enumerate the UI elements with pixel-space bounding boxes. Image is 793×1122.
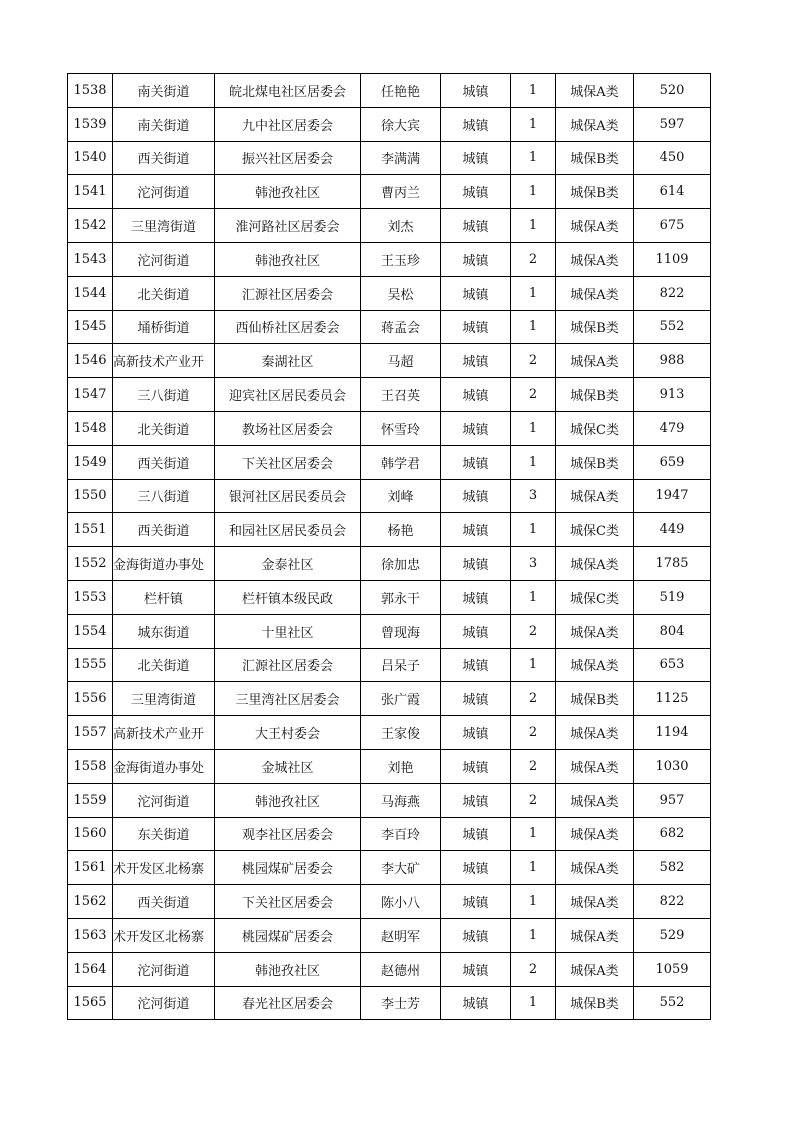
person-name: 李满满 <box>361 141 441 175</box>
area-type: 城镇 <box>441 411 511 445</box>
household-count: 1 <box>511 851 556 885</box>
table-row <box>68 445 711 479</box>
table-row <box>68 310 711 344</box>
household-count: 1 <box>511 175 556 209</box>
amount: 1030 <box>634 749 711 783</box>
area-type: 城镇 <box>441 614 511 648</box>
row-number: 1564 <box>68 952 113 986</box>
person-name: 王家俊 <box>361 716 441 750</box>
area-type: 城镇 <box>441 175 511 209</box>
table-row <box>68 580 711 614</box>
street-name: 金海街道办事处 <box>113 547 215 581</box>
person-name: 刘峰 <box>361 479 441 513</box>
household-count: 2 <box>511 242 556 276</box>
insurance-category: 城保A类 <box>556 74 634 108</box>
insurance-category: 城保A类 <box>556 716 634 750</box>
insurance-category: 城保B类 <box>556 175 634 209</box>
table-row <box>68 141 711 175</box>
area-type: 城镇 <box>441 783 511 817</box>
table-row <box>68 378 711 412</box>
street-name: 南关街道 <box>113 107 215 141</box>
person-name: 曹丙兰 <box>361 175 441 209</box>
row-number: 1560 <box>68 817 113 851</box>
table-row <box>68 175 711 209</box>
area-type: 城镇 <box>441 74 511 108</box>
person-name: 陈小八 <box>361 885 441 919</box>
insurance-category: 城保B类 <box>556 682 634 716</box>
community-name: 韩池孜社区 <box>215 952 361 986</box>
table-row <box>68 783 711 817</box>
insurance-category: 城保C类 <box>556 580 634 614</box>
insurance-category: 城保A类 <box>556 614 634 648</box>
amount: 552 <box>634 310 711 344</box>
row-number: 1541 <box>68 175 113 209</box>
street-name: 北关街道 <box>113 648 215 682</box>
person-name: 杨艳 <box>361 513 441 547</box>
street-name: 东关街道 <box>113 817 215 851</box>
household-count: 1 <box>511 209 556 243</box>
insurance-category: 城保A类 <box>556 547 634 581</box>
insurance-category: 城保A类 <box>556 648 634 682</box>
insurance-category: 城保A类 <box>556 885 634 919</box>
person-name: 赵德州 <box>361 952 441 986</box>
person-name: 李士芳 <box>361 986 441 1020</box>
person-name: 任艳艳 <box>361 74 441 108</box>
person-name: 刘艳 <box>361 749 441 783</box>
row-number: 1542 <box>68 209 113 243</box>
community-name: 大王村委会 <box>215 716 361 750</box>
table-row <box>68 242 711 276</box>
street-name: 沱河街道 <box>113 952 215 986</box>
row-number: 1548 <box>68 411 113 445</box>
row-number: 1552 <box>68 547 113 581</box>
household-count: 1 <box>511 513 556 547</box>
row-number: 1543 <box>68 242 113 276</box>
insurance-category: 城保B类 <box>556 986 634 1020</box>
community-name: 振兴社区居委会 <box>215 141 361 175</box>
table-row <box>68 682 711 716</box>
table-row <box>68 74 711 108</box>
community-name: 九中社区居委会 <box>215 107 361 141</box>
table-row <box>68 851 711 885</box>
amount: 822 <box>634 276 711 310</box>
community-name: 三里湾社区居委会 <box>215 682 361 716</box>
community-name: 迎宾社区居民委员会 <box>215 378 361 412</box>
insurance-category: 城保A类 <box>556 918 634 952</box>
insurance-category: 城保A类 <box>556 209 634 243</box>
amount: 552 <box>634 986 711 1020</box>
amount: 675 <box>634 209 711 243</box>
street-name: 西关街道 <box>113 141 215 175</box>
community-name: 汇源社区居委会 <box>215 276 361 310</box>
street-name: 术开发区北杨寨 <box>113 851 215 885</box>
area-type: 城镇 <box>441 242 511 276</box>
insurance-category: 城保C类 <box>556 411 634 445</box>
area-type: 城镇 <box>441 580 511 614</box>
street-name: 三八街道 <box>113 479 215 513</box>
table-row <box>68 513 711 547</box>
community-name: 淮河路社区居委会 <box>215 209 361 243</box>
person-name: 赵明军 <box>361 918 441 952</box>
amount: 682 <box>634 817 711 851</box>
community-name: 春光社区居委会 <box>215 986 361 1020</box>
insurance-category: 城保A类 <box>556 479 634 513</box>
street-name: 北关街道 <box>113 276 215 310</box>
community-name: 下关社区居委会 <box>215 885 361 919</box>
table-row <box>68 817 711 851</box>
person-name: 王召英 <box>361 378 441 412</box>
area-type: 城镇 <box>441 851 511 885</box>
row-number: 1563 <box>68 918 113 952</box>
street-name: 城东街道 <box>113 614 215 648</box>
table-row <box>68 918 711 952</box>
area-type: 城镇 <box>441 479 511 513</box>
person-name: 徐加忠 <box>361 547 441 581</box>
table-row <box>68 479 711 513</box>
community-name: 西仙桥社区居委会 <box>215 310 361 344</box>
person-name: 徐大宾 <box>361 107 441 141</box>
area-type: 城镇 <box>441 344 511 378</box>
amount: 1125 <box>634 682 711 716</box>
household-count: 2 <box>511 614 556 648</box>
area-type: 城镇 <box>441 648 511 682</box>
amount: 988 <box>634 344 711 378</box>
amount: 597 <box>634 107 711 141</box>
community-name: 和园社区居民委员会 <box>215 513 361 547</box>
insurance-category: 城保A类 <box>556 952 634 986</box>
street-name: 栏杆镇 <box>113 580 215 614</box>
community-name: 韩池孜社区 <box>215 783 361 817</box>
row-number: 1544 <box>68 276 113 310</box>
area-type: 城镇 <box>441 310 511 344</box>
amount: 659 <box>634 445 711 479</box>
street-name: 三八街道 <box>113 378 215 412</box>
insurance-category: 城保A类 <box>556 242 634 276</box>
household-count: 3 <box>511 547 556 581</box>
street-name: 沱河街道 <box>113 986 215 1020</box>
household-count: 1 <box>511 276 556 310</box>
area-type: 城镇 <box>441 682 511 716</box>
insurance-category: 城保B类 <box>556 445 634 479</box>
household-count: 1 <box>511 74 556 108</box>
amount: 913 <box>634 378 711 412</box>
person-name: 怀雪玲 <box>361 411 441 445</box>
insurance-category: 城保A类 <box>556 817 634 851</box>
table-row <box>68 276 711 310</box>
insurance-category: 城保B类 <box>556 310 634 344</box>
community-name: 观李社区居委会 <box>215 817 361 851</box>
household-count: 2 <box>511 344 556 378</box>
table-row <box>68 648 711 682</box>
amount: 957 <box>634 783 711 817</box>
street-name: 沱河街道 <box>113 783 215 817</box>
street-name: 术开发区北杨寨 <box>113 918 215 952</box>
area-type: 城镇 <box>441 986 511 1020</box>
table-row <box>68 107 711 141</box>
insurance-category: 城保A类 <box>556 749 634 783</box>
amount: 519 <box>634 580 711 614</box>
amount: 1947 <box>634 479 711 513</box>
amount: 450 <box>634 141 711 175</box>
person-name: 李百玲 <box>361 817 441 851</box>
row-number: 1562 <box>68 885 113 919</box>
row-number: 1553 <box>68 580 113 614</box>
community-name: 栏杆镇本级民政 <box>215 580 361 614</box>
person-name: 张广霞 <box>361 682 441 716</box>
table-row <box>68 209 711 243</box>
table-body <box>68 74 711 1020</box>
insurance-category: 城保B类 <box>556 378 634 412</box>
person-name: 李大矿 <box>361 851 441 885</box>
street-name: 沱河街道 <box>113 175 215 209</box>
area-type: 城镇 <box>441 749 511 783</box>
row-number: 1559 <box>68 783 113 817</box>
person-name: 韩学君 <box>361 445 441 479</box>
amount: 529 <box>634 918 711 952</box>
table-row <box>68 986 711 1020</box>
person-name: 曾现海 <box>361 614 441 648</box>
amount: 479 <box>634 411 711 445</box>
community-name: 韩池孜社区 <box>215 175 361 209</box>
street-name: 金海街道办事处 <box>113 749 215 783</box>
household-count: 1 <box>511 885 556 919</box>
street-name: 沱河街道 <box>113 242 215 276</box>
area-type: 城镇 <box>441 918 511 952</box>
household-count: 1 <box>511 817 556 851</box>
area-type: 城镇 <box>441 276 511 310</box>
table-row <box>68 749 711 783</box>
person-name: 马超 <box>361 344 441 378</box>
person-name: 马海燕 <box>361 783 441 817</box>
row-number: 1550 <box>68 479 113 513</box>
table-row <box>68 885 711 919</box>
amount: 653 <box>634 648 711 682</box>
area-type: 城镇 <box>441 952 511 986</box>
row-number: 1556 <box>68 682 113 716</box>
person-name: 蒋孟会 <box>361 310 441 344</box>
area-type: 城镇 <box>441 445 511 479</box>
insurance-category: 城保A类 <box>556 107 634 141</box>
street-name: 三里湾街道 <box>113 682 215 716</box>
household-count: 1 <box>511 918 556 952</box>
row-number: 1558 <box>68 749 113 783</box>
insurance-category: 城保A类 <box>556 344 634 378</box>
community-name: 汇源社区居委会 <box>215 648 361 682</box>
household-count: 1 <box>511 445 556 479</box>
area-type: 城镇 <box>441 817 511 851</box>
amount: 449 <box>634 513 711 547</box>
row-number: 1551 <box>68 513 113 547</box>
area-type: 城镇 <box>441 141 511 175</box>
community-name: 金城社区 <box>215 749 361 783</box>
amount: 614 <box>634 175 711 209</box>
amount: 1109 <box>634 242 711 276</box>
household-count: 1 <box>511 411 556 445</box>
area-type: 城镇 <box>441 885 511 919</box>
row-number: 1561 <box>68 851 113 885</box>
table-row <box>68 614 711 648</box>
data-table <box>67 73 711 1020</box>
area-type: 城镇 <box>441 513 511 547</box>
street-name: 北关街道 <box>113 411 215 445</box>
household-count: 1 <box>511 580 556 614</box>
community-name: 桃园煤矿居委会 <box>215 851 361 885</box>
household-count: 2 <box>511 749 556 783</box>
household-count: 1 <box>511 141 556 175</box>
street-name: 西关街道 <box>113 513 215 547</box>
household-count: 2 <box>511 783 556 817</box>
community-name: 韩池孜社区 <box>215 242 361 276</box>
household-count: 1 <box>511 648 556 682</box>
community-name: 秦湖社区 <box>215 344 361 378</box>
community-name: 皖北煤电社区居委会 <box>215 74 361 108</box>
street-name: 三里湾街道 <box>113 209 215 243</box>
street-name: 高新技术产业开 <box>113 716 215 750</box>
table-row <box>68 344 711 378</box>
row-number: 1565 <box>68 986 113 1020</box>
row-number: 1549 <box>68 445 113 479</box>
community-name: 金泰社区 <box>215 547 361 581</box>
community-name: 银河社区居民委员会 <box>215 479 361 513</box>
person-name: 王玉珍 <box>361 242 441 276</box>
household-count: 1 <box>511 986 556 1020</box>
insurance-category: 城保C类 <box>556 513 634 547</box>
street-name: 埇桥街道 <box>113 310 215 344</box>
person-name: 吴松 <box>361 276 441 310</box>
household-count: 1 <box>511 310 556 344</box>
amount: 804 <box>634 614 711 648</box>
street-name: 西关街道 <box>113 885 215 919</box>
amount: 1194 <box>634 716 711 750</box>
household-count: 2 <box>511 716 556 750</box>
table-row <box>68 952 711 986</box>
person-name: 郭永干 <box>361 580 441 614</box>
row-number: 1555 <box>68 648 113 682</box>
street-name: 西关街道 <box>113 445 215 479</box>
table-row <box>68 411 711 445</box>
amount: 1059 <box>634 952 711 986</box>
row-number: 1545 <box>68 310 113 344</box>
area-type: 城镇 <box>441 716 511 750</box>
community-name: 教场社区居委会 <box>215 411 361 445</box>
amount: 520 <box>634 74 711 108</box>
street-name: 高新技术产业开 <box>113 344 215 378</box>
insurance-category: 城保A类 <box>556 851 634 885</box>
household-count: 3 <box>511 479 556 513</box>
amount: 822 <box>634 885 711 919</box>
row-number: 1546 <box>68 344 113 378</box>
person-name: 吕呆子 <box>361 648 441 682</box>
community-name: 桃园煤矿居委会 <box>215 918 361 952</box>
street-name: 南关街道 <box>113 74 215 108</box>
row-number: 1547 <box>68 378 113 412</box>
area-type: 城镇 <box>441 209 511 243</box>
insurance-category: 城保B类 <box>556 141 634 175</box>
household-count: 1 <box>511 107 556 141</box>
area-type: 城镇 <box>441 547 511 581</box>
household-count: 2 <box>511 378 556 412</box>
row-number: 1539 <box>68 107 113 141</box>
row-number: 1538 <box>68 74 113 108</box>
insurance-category: 城保A类 <box>556 783 634 817</box>
row-number: 1554 <box>68 614 113 648</box>
row-number: 1557 <box>68 716 113 750</box>
insurance-category: 城保A类 <box>556 276 634 310</box>
amount: 582 <box>634 851 711 885</box>
community-name: 下关社区居委会 <box>215 445 361 479</box>
household-count: 2 <box>511 952 556 986</box>
area-type: 城镇 <box>441 378 511 412</box>
table-row <box>68 547 711 581</box>
amount: 1785 <box>634 547 711 581</box>
area-type: 城镇 <box>441 107 511 141</box>
community-name: 十里社区 <box>215 614 361 648</box>
household-count: 2 <box>511 682 556 716</box>
row-number: 1540 <box>68 141 113 175</box>
person-name: 刘杰 <box>361 209 441 243</box>
table-row <box>68 716 711 750</box>
